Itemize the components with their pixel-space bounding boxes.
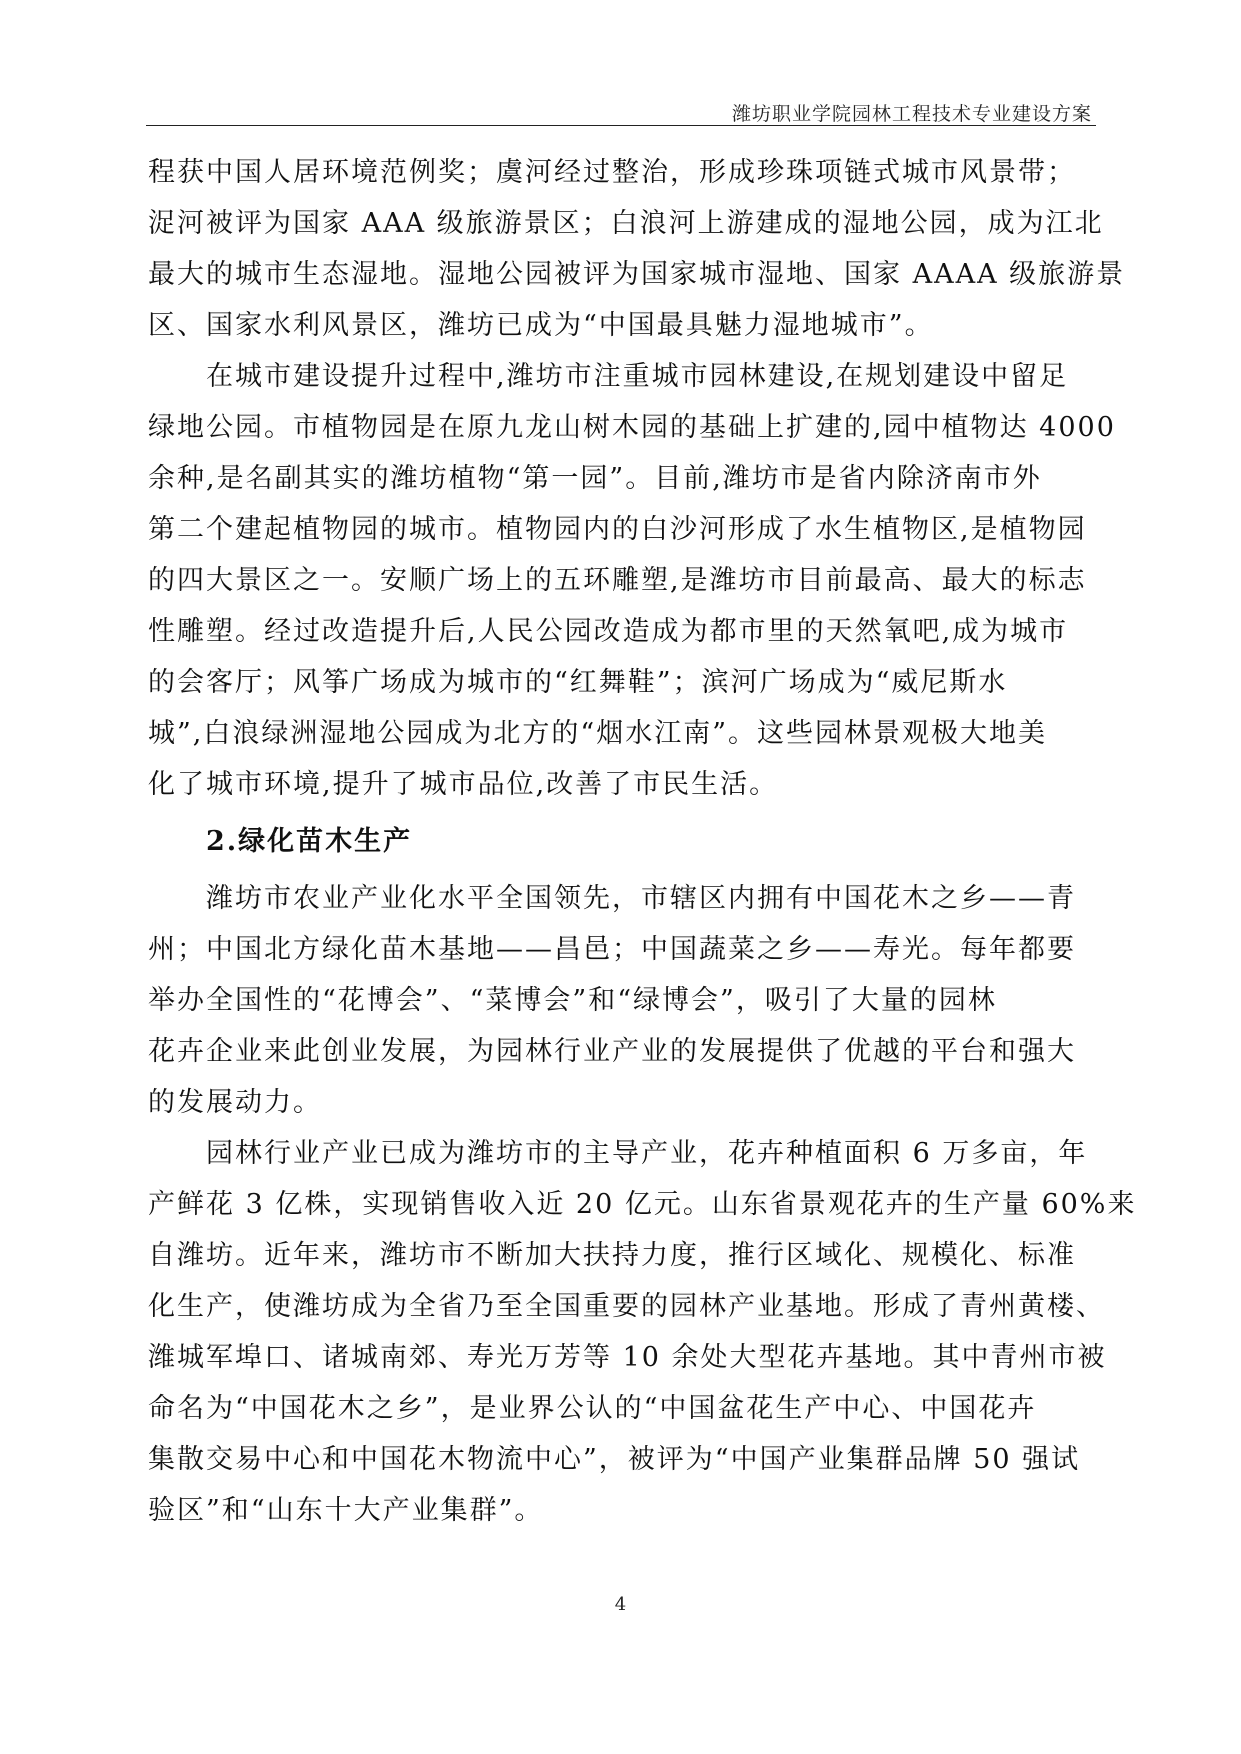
- running-header: 潍坊职业学院园林工程技术专业建设方案: [731, 103, 1092, 125]
- text-line: 第二个建起植物园的城市。植物园内的白沙河形成了水生植物区,是植物园: [148, 514, 1087, 545]
- paragraph-agriculture: [148, 873, 1093, 1128]
- text-line: 性雕塑。经过改造提升后,人民公园改造成为都市里的天然氧吧,成为城市: [148, 616, 1069, 647]
- paragraph-wetlands: [148, 147, 1126, 351]
- text-line: 浞河被评为国家 AAA 级旅游景区；白浪河上游建成的湿地公园，成为江北: [148, 208, 1104, 239]
- text-line: 绿地公园。市植物园是在原九龙山树木园的基础上扩建的,园中植物达 4000: [148, 412, 1116, 443]
- text-line: 验区”和“山东十大产业集群”。: [148, 1495, 544, 1526]
- text-line: 集散交易中心和中国花木物流中心”，被评为“中国产业集群品牌 50 强试: [148, 1444, 1081, 1475]
- text-line: 园林行业产业已成为潍坊市的主导产业，花卉种植面积 6 万多亩，年: [206, 1138, 1088, 1169]
- text-line: 的四大景区之一。安顺广场上的五环雕塑,是潍坊市目前最高、最大的标志: [148, 565, 1087, 596]
- text-line: 城”,白浪绿洲湿地公园成为北方的“烟水江南”。这些园林景观极大地美: [148, 718, 1047, 749]
- text-line: 化生产，使潍坊成为全省乃至全国重要的园林产业基地。形成了青州黄楼、: [148, 1291, 1105, 1322]
- text-line: 举办全国性的“花博会”、“菜博会”和“绿博会”，吸引了大量的园林: [148, 985, 997, 1016]
- text-line: 命名为“中国花木之乡”，是业界公认的“中国盆花生产中心、中国花卉: [148, 1393, 1037, 1424]
- text-line: 程获中国人居环境范例奖；虞河经过整治，形成珍珠项链式城市风景带；: [148, 157, 1076, 188]
- text-line: 的发展动力。: [148, 1087, 322, 1118]
- paragraph-industry: [148, 1128, 1137, 1536]
- text-line: 的会客厅；风筝广场成为城市的“红舞鞋”；滨河广场成为“威尼斯水: [148, 667, 1008, 698]
- text-line: 产鲜花 3 亿株，实现销售收入近 20 亿元。山东省景观花卉的生产量 60%来: [148, 1189, 1137, 1220]
- text-line: 化了城市环境,提升了城市品位,改善了市民生活。: [148, 769, 779, 800]
- text-line: 在城市建设提升过程中,潍坊市注重城市园林建设,在规划建设中留足: [206, 361, 1069, 392]
- text-line: 区、国家水利风景区，潍坊已成为“中国最具魅力湿地城市”。: [148, 310, 934, 341]
- header-divider: [146, 125, 1096, 126]
- page-body: [148, 147, 1137, 1536]
- text-line: 余种,是名副其实的潍坊植物“第一园”。目前,潍坊市是省内除济南市外: [148, 463, 1042, 494]
- page-number: 4: [614, 1594, 627, 1615]
- section-heading: 2.绿化苗木生产: [206, 826, 413, 857]
- text-line: 潍城军埠口、诸城南郊、寿光万芳等 10 余处大型花卉基地。其中青州市被: [148, 1342, 1107, 1373]
- text-line: 花卉企业来此创业发展，为园林行业产业的发展提供了优越的平台和强大: [148, 1036, 1076, 1067]
- text-line: 最大的城市生态湿地。湿地公园被评为国家城市湿地、国家 AAAA 级旅游景: [148, 259, 1126, 290]
- text-line: 自潍坊。近年来，潍坊市不断加大扶持力度，推行区域化、规模化、标准: [148, 1240, 1076, 1271]
- text-line: 州；中国北方绿化苗木基地——昌邑；中国蔬菜之乡——寿光。每年都要: [148, 934, 1076, 965]
- text-line: 潍坊市农业产业化水平全国领先，市辖区内拥有中国花木之乡——青: [206, 883, 1076, 914]
- paragraph-city-gardens: [148, 351, 1116, 810]
